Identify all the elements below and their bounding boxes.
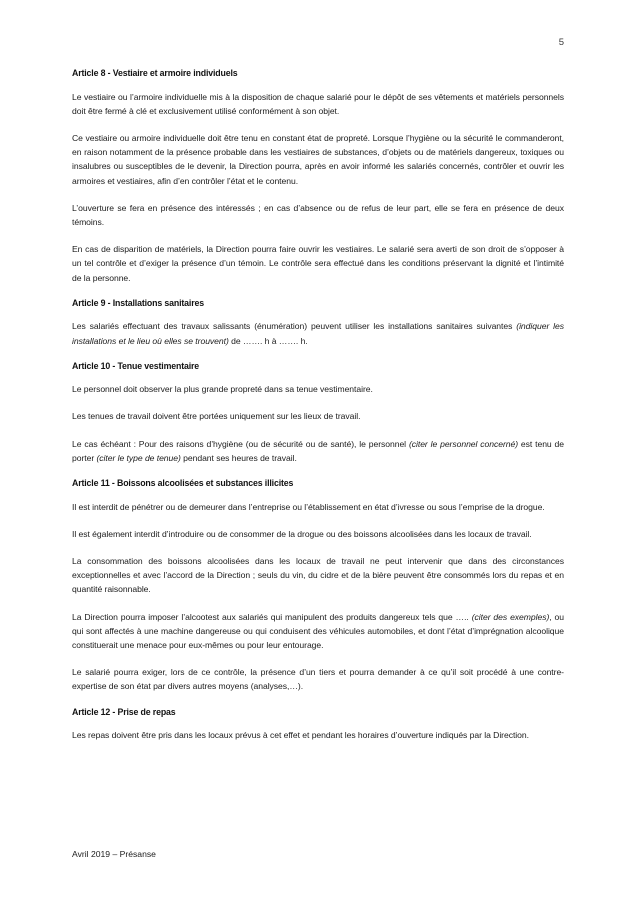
- body-text: est tenu de porter: [72, 438, 565, 463]
- article-paragraph: [72, 319, 564, 347]
- body-text: pendant ses heures de travail.: [180, 452, 297, 463]
- body-text: Le vestiaire ou l’armoire individuelle mis à la disposition de chaque salarié pour le dépôt de ses vêtements et matériels personnels doit être fermé à clé et exclusivement utilisé conformément à son objet.: [72, 91, 564, 116]
- body-text: La Direction pourra imposer l’alcootest aux salariés qui manipulent des produits dangereux tels que …..: [72, 611, 472, 622]
- body-text: En cas de disparition de matériels, la Direction pourra faire ouvrir les vestiaires. Le salarié sera averti de son droit de s’opposer à un tel contrôle et d’exiger la présence d’un témoin. Le contrôle sera effectué dans les conditions préservant la dignité et l’intimité de la personne.: [72, 244, 564, 283]
- article-paragraph: [72, 90, 564, 118]
- document-body: [72, 68, 564, 755]
- body-text: Le salarié pourra exiger, lors de ce contrôle, la présence d’un tiers et pourra demander à ce qu’il soit procédé à une contre-expertise de son état par divers autres moyens (analyses,…).: [72, 667, 564, 692]
- body-text: Les tenues de travail doivent être portées uniquement sur les lieux de travail.: [72, 411, 361, 422]
- page-number: 5: [558, 37, 564, 48]
- article-paragraph: [72, 610, 564, 653]
- article-paragraph: [72, 728, 564, 742]
- article-heading: Article 8 - Vestiaire et armoire individuels: [72, 68, 238, 78]
- article-paragraph: [72, 409, 564, 423]
- article-block: [72, 298, 564, 348]
- article-paragraph: [72, 131, 564, 188]
- emphasis-text: (citer des exemples): [471, 611, 550, 622]
- article-paragraph: [72, 500, 564, 514]
- article-paragraph: [72, 527, 564, 541]
- article-block: [72, 707, 564, 743]
- body-text: Les repas doivent être pris dans les locaux prévus à cet effet et pendant les horaires d’ouverture indiqués par la Direction.: [72, 730, 529, 741]
- body-text: de ……. h à ……. h.: [228, 335, 308, 346]
- body-text: Le personnel doit observer la plus grande propreté dans sa tenue vestimentaire.: [72, 384, 373, 395]
- article-block: [72, 68, 564, 285]
- emphasis-text: (indiquer les installations et le lieu où elles se trouvent): [72, 321, 564, 346]
- article-heading: Article 9 - Installations sanitaires: [72, 297, 204, 308]
- article-paragraph: [72, 201, 564, 229]
- article-paragraph: [72, 382, 564, 396]
- article-paragraph: [72, 665, 564, 693]
- article-paragraph: [72, 554, 564, 597]
- body-text: , ou qui sont affectés à une machine dangereuse ou qui conduisent des véhicules automobiles, et dont l’état d’imprégnation alcoolique constituerait une menace pour eux-mêmes ou pour leur entourage.: [72, 611, 564, 651]
- body-text: Les salariés effectuant des travaux salissants (énumération) peuvent utiliser les installations sanitaires suivantes: [72, 321, 517, 332]
- article-heading: Article 10 - Tenue vestimentaire: [72, 360, 200, 371]
- emphasis-text: (citer le type de tenue): [96, 452, 181, 463]
- article-paragraph: [72, 437, 564, 465]
- body-text: Il est également interdit d’introduire ou de consommer de la drogue ou des boissons alcoolisées dans les locaux de travail.: [72, 528, 532, 539]
- body-text: L’ouverture se fera en présence des intéressés ; en cas d’absence ou de refus de leur part, elle se fera en présence de deux témoins.: [72, 202, 564, 227]
- article-heading: Article 12 - Prise de repas: [72, 706, 176, 717]
- body-text: Ce vestiaire ou armoire individuelle doit être tenu en constant état de propreté. Lorsque l’hygiène ou la sécurité le commanderont, en raison notamment de la présence probable dans les vestiaires de substances, d’objets ou de matériels dangereux, toxiques ou insalubres ou susceptibles de le devenir, la Direction pourra, après en avoir informé les salariés concernés, contrôler et ouvrir les armoires et vestiaires, afin d’en contrôler l’état et le contenu.: [72, 132, 564, 186]
- article-block: [72, 361, 564, 465]
- article-paragraph: [72, 242, 564, 285]
- body-text: Le cas échéant : Pour des raisons d’hygiène (ou de sécurité ou de santé), le personnel: [72, 438, 409, 449]
- body-text: La consommation des boissons alcoolisées dans les locaux de travail ne peut intervenir que dans des circonstances exceptionnelles et avec l’accord de la Direction ; seuls du vin, du cidre et de la bière peuvent être consommés lors du repas et en quantité raisonnable.: [72, 556, 564, 595]
- article-heading: Article 11 - Boissons alcoolisées et substances illicites: [72, 478, 294, 489]
- article-block: [72, 478, 564, 694]
- emphasis-text: (citer le personnel concerné): [408, 438, 519, 449]
- page-footer: Avril 2019 – Présanse: [72, 848, 156, 859]
- body-text: Il est interdit de pénétrer ou de demeurer dans l’entreprise ou l’établissement en état d’ivresse ou sous l’emprise de la drogue.: [72, 501, 545, 512]
